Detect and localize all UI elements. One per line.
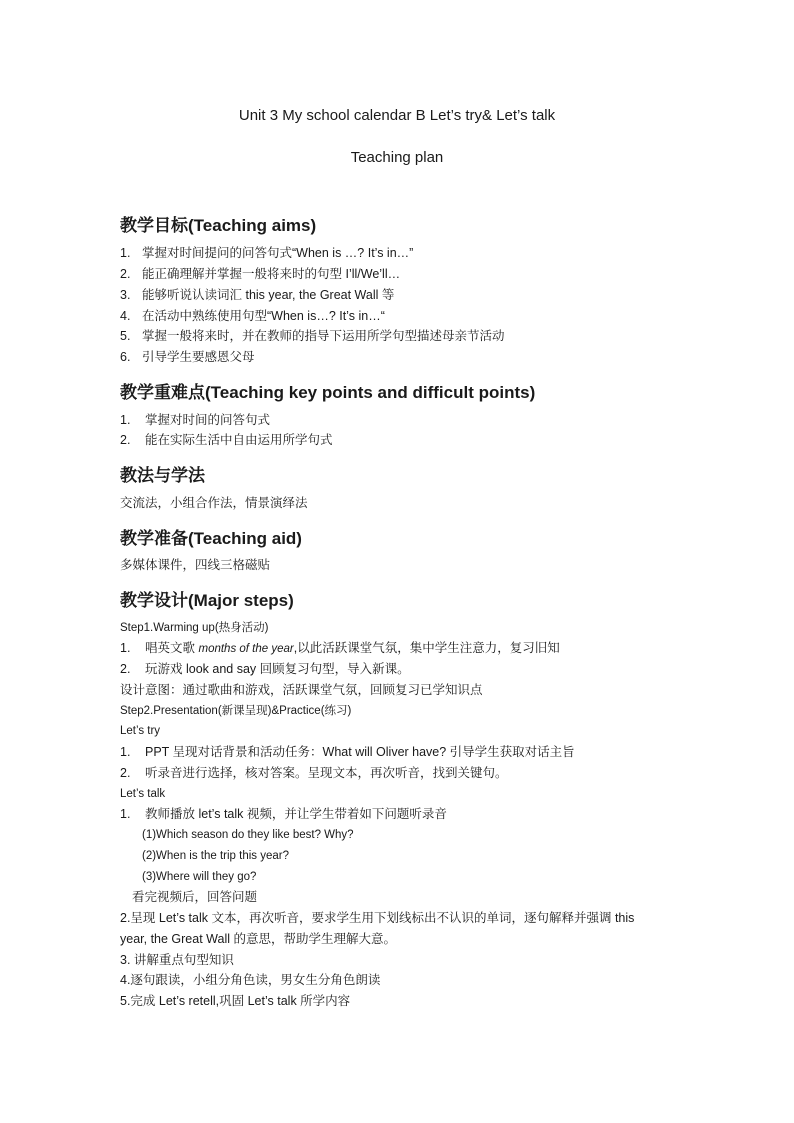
list-item: 1. 掌握对时间的问答句式 xyxy=(120,413,271,427)
talk-item-4: 4.逐句跟读，小组分角色读，男女生分角色朗读 xyxy=(120,973,381,987)
section-heading-keypoints: 教学重难点(Teaching key points and difficult points) xyxy=(120,383,536,402)
list-item: 1. 教师播放 let’s talk 视频，并让学生带着如下问题听录音 xyxy=(120,807,447,821)
aid-text: 多媒体课件，四线三格磁贴 xyxy=(120,558,271,572)
section-heading-aid: 教学准备(Teaching aid) xyxy=(120,529,302,548)
after-video-text: 看完视频后，回答问题 xyxy=(132,890,258,904)
question-item: (1)Which season do they like best? Why? xyxy=(142,829,354,841)
question-item: (2)When is the trip this year? xyxy=(142,850,290,862)
methods-text: 交流法，小组合作法，情景演绎法 xyxy=(120,496,308,510)
lets-talk-title: Let’s talk xyxy=(120,788,166,800)
talk-item-5: 5.完成 Let’s retell,巩固 Let’s talk 所学内容 xyxy=(120,994,351,1008)
list-item: 2. 听录音进行选择，核对答案。呈现文本，再次听音，找到关键句。 xyxy=(120,766,508,780)
list-item: 2. 能正确理解并掌握一般将来时的句型 I’ll/We’ll… xyxy=(120,267,401,281)
talk-item-3: 3. 讲解重点句型知识 xyxy=(120,953,234,967)
section-heading-aims: 教学目标(Teaching aims) xyxy=(120,216,317,235)
list-item: 3. 能够听说认读词汇 this year, the Great Wall 等 xyxy=(120,288,395,302)
list-item: 6. 引导学生要感恩父母 xyxy=(120,350,255,364)
list-item: 4. 在活动中熟练使用句型“When is…? It’s in…“ xyxy=(120,309,385,323)
list-item: 2. 玩游戏 look and say 回顾复习句型，导入新课。 xyxy=(120,662,410,676)
document-subtitle: Teaching plan xyxy=(350,149,444,166)
document-title: Unit 3 My school calendar B Let’s try& Let’s talk xyxy=(238,107,556,124)
talk-item-2-line1: 2.呈现 Let’s talk 文本，再次听音，要求学生用下划线标出不认识的单词，逐句解释并强调 this xyxy=(120,911,635,925)
section-heading-methods: 教法与学法 xyxy=(120,466,205,485)
question-item: (3)Where will they go? xyxy=(142,871,257,883)
step2-title: Step2.Presentation(新课呈现)&Practice(练习) xyxy=(120,705,352,717)
section-heading-steps: 教学设计(Major steps) xyxy=(120,591,294,610)
lets-try-title: Let’s try xyxy=(120,725,161,737)
list-item: 1. 掌握对时间提问的问答句式“When is …? It’s in…” xyxy=(120,246,414,260)
step1-title: Step1.Warming up(热身活动) xyxy=(120,622,269,634)
list-item: 1. PPT 呈现对话背景和活动任务：What will Oliver have? 引导学生获取对话主旨 xyxy=(120,745,575,759)
list-item: 2. 能在实际生活中自由运用所学句式 xyxy=(120,433,333,447)
design-intent: 设计意图：通过歌曲和游戏，活跃课堂气氛，回顾复习已学知识点 xyxy=(120,683,483,697)
talk-item-2-line2: year, the Great Wall 的意思，帮助学生理解大意。 xyxy=(120,932,396,946)
list-item: 1. 唱英文歌 months of the year,以此活跃课堂气氛，集中学生注意力，复习旧知 xyxy=(120,641,560,655)
list-item: 5. 掌握一般将来时，并在教师的指导下运用所学句型描述母亲节活动 xyxy=(120,329,505,343)
